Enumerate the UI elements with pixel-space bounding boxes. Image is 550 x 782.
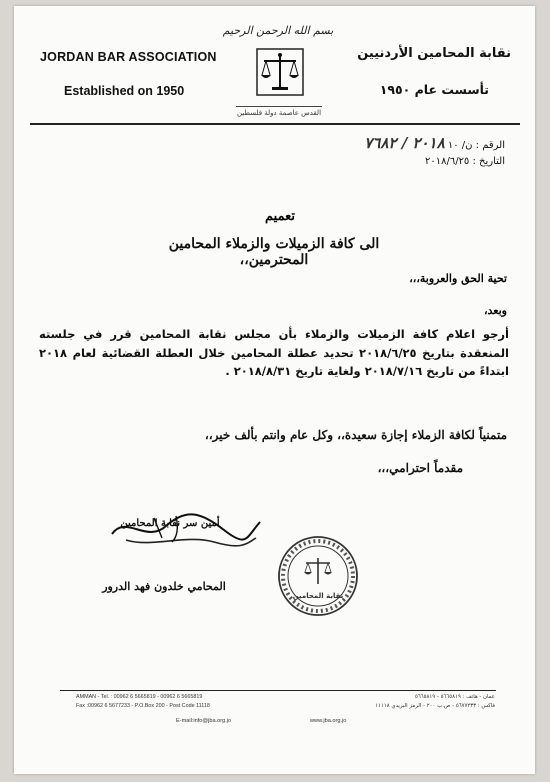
- english-association-name: JORDAN BAR ASSOCIATION: [40, 50, 217, 64]
- footer-arabic-phone: عمان - هاتف : ٥٦٦٥٨١٩ - ٥٦٦٥٨١٩: [414, 694, 495, 700]
- greeting: تحية الحق والعروبة،،،: [409, 272, 507, 285]
- footer-english-phone: AMMAN - Tel. : 00962 6 5665819 - 00962 6 5665819: [76, 694, 203, 700]
- reference-number: [364, 134, 505, 152]
- holiday-wish: متمنياً لكافة الزملاء إجازة سعيدة،، وكل عام وانتم بألف خير،،: [204, 428, 507, 442]
- closing-regards: مقدماً احترامي،،،: [377, 461, 463, 475]
- english-established: Established on 1950: [64, 84, 185, 98]
- arabic-established: تأسست عام ١٩٥٠: [379, 82, 489, 97]
- letter-page: [14, 6, 535, 774]
- motto-text: القدس عاصمة دولة فلسطين: [236, 106, 322, 117]
- arabic-association-name: نقابة المحامين الأردنيين: [357, 46, 511, 61]
- memo-body: أرجو اعلام كافة الزميلات والزملاء بأن مجلس نقابة المحامين قرر في جلسته المنعقدة بتاريخ ٢٠١٨/٦/٢٥ تحديد عطلة المحامين خلال العطلة القضائية لعام ٢٠١٨ ابتداءً من تاريخ ٢٠١٨/٧/١٦ ولغاية تاريخ ٢٠١٨/٨/٣١ .: [39, 327, 509, 379]
- footer-divider: [60, 690, 496, 691]
- footer-email: E-mail:info@jba.org.jo: [176, 718, 232, 724]
- handwritten-signature: [106, 504, 266, 574]
- scales-of-justice-logo: [254, 46, 306, 98]
- footer-arabic-fax: فاكس : ٥٦٧٧٢٣٣ - ص.ب ٢٠٠ - الرمز البريدي ١١١١٨: [375, 703, 495, 709]
- reference-label: الرقم : ن/ ١٠: [447, 140, 505, 151]
- memo-title: تعميم: [265, 209, 295, 224]
- stamp-text: نقابة المحامين: [292, 592, 344, 600]
- footer-english-fax: Fax :00962 6 5677233 - P.O.Box 200 - Post Code 11118: [76, 703, 210, 709]
- header-divider: [30, 123, 520, 125]
- basmala: بسم الله الرحمن الرحيم: [222, 24, 334, 37]
- signatory-title: أمين سر نقابة المحامين: [120, 518, 220, 529]
- signatory-name: المحامي خلدون فهد الدرور: [102, 580, 226, 593]
- letter-date: التاريخ : ٢٠١٨/٦/٢٥: [424, 156, 505, 167]
- addressee-line: الى كافة الزميلات والزملاء المحامين المحترمين،،: [168, 236, 380, 268]
- salutation-after: وبعد،: [483, 304, 507, 317]
- footer-website: www.jba.org.jo: [310, 718, 347, 724]
- official-stamp-seal: [276, 534, 360, 618]
- reference-handwritten-number: ٢٠١٨ / ٧٦٨٢: [364, 134, 445, 152]
